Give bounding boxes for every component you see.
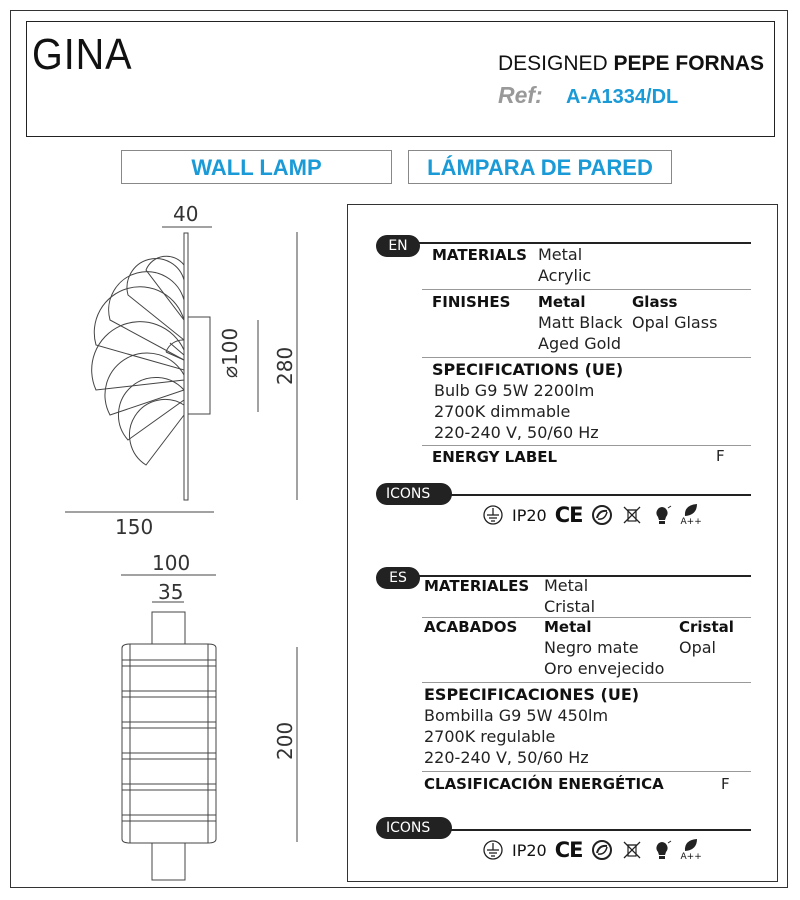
recycling-icon	[591, 839, 613, 861]
dim-front-inner: 35	[158, 580, 184, 604]
es-finish-glass-1: Opal	[679, 638, 716, 657]
tab-lampara-de-pared: LÁMPARA DE PARED	[408, 150, 672, 184]
en-tag: EN	[376, 235, 420, 257]
energy-badge: A++	[680, 852, 702, 862]
ref-label: Ref:	[498, 82, 543, 108]
side-view-drawing	[65, 227, 297, 512]
en-finishes-label: FINISHES	[432, 293, 511, 311]
recycling-icon	[591, 504, 613, 526]
en-spec-2: 2700K dimmable	[434, 402, 571, 421]
en-material-2: Acrylic	[538, 266, 592, 285]
es-finish-glass-head: Cristal	[679, 618, 734, 636]
technical-drawing	[40, 200, 340, 890]
dim-front-height: 200	[273, 721, 297, 760]
led-bulb-icon	[651, 504, 673, 526]
dim-side-diameter: ⌀100	[218, 327, 242, 378]
es-energy-label: CLASIFICACIÓN ENERGÉTICA	[424, 775, 664, 793]
en-finish-metal-2: Aged Gold	[538, 334, 621, 353]
en-energy-value: F	[716, 447, 725, 465]
es-icons-row	[482, 838, 702, 862]
tab-wall-lamp: WALL LAMP	[121, 150, 392, 184]
es-finishes-label: ACABADOS	[424, 618, 518, 636]
dim-side-width: 150	[115, 515, 154, 539]
en-spec-3: 220-240 V, 50/60 Hz	[434, 423, 599, 442]
en-materials-label: MATERIALS	[432, 246, 527, 264]
es-material-2: Cristal	[544, 597, 596, 616]
en-material-1: Metal	[538, 245, 583, 264]
es-icons-tag: ICONS	[376, 817, 452, 839]
en-finish-metal-1: Matt Black	[538, 313, 623, 332]
en-divider-1	[422, 289, 751, 290]
led-bulb-icon	[651, 839, 673, 861]
ref-value: A-A1334/DL	[566, 86, 679, 108]
es-spec-3: 220-240 V, 50/60 Hz	[424, 748, 589, 767]
en-finish-glass-head: Glass	[632, 293, 678, 311]
en-finish-glass-1: Opal Glass	[632, 313, 718, 332]
es-materials-label: MATERIALES	[424, 577, 530, 595]
ip-rating: IP20	[512, 840, 547, 860]
weee-bin-icon	[621, 839, 643, 861]
es-tag: ES	[376, 567, 420, 589]
front-view-drawing	[121, 575, 297, 880]
energy-class-icon	[681, 838, 702, 862]
en-divider-3	[422, 445, 751, 446]
es-material-1: Metal	[544, 576, 589, 595]
es-divider-2	[422, 682, 751, 683]
leaf-icon	[682, 838, 700, 852]
es-finish-metal-2: Oro envejecido	[544, 659, 665, 678]
earth-ground-icon	[482, 839, 504, 861]
dim-side-height: 280	[273, 346, 297, 385]
dim-side-depth: 40	[173, 202, 199, 226]
earth-ground-icon	[482, 504, 504, 526]
es-divider-3	[422, 771, 751, 772]
ip-rating: IP20	[512, 505, 547, 525]
weee-bin-icon	[621, 504, 643, 526]
es-spec-1: Bombilla G9 5W 450lm	[424, 706, 609, 725]
es-energy-value: F	[721, 775, 730, 793]
es-spec-label: ESPECIFICACIONES (UE)	[424, 685, 640, 704]
en-icons-row	[482, 503, 702, 527]
energy-badge: A++	[680, 517, 702, 527]
en-rule	[378, 242, 751, 244]
product-name: GINA	[32, 30, 133, 79]
es-finish-metal-head: Metal	[544, 618, 592, 636]
dim-front-width: 100	[152, 551, 191, 575]
designer-line	[498, 52, 764, 76]
en-energy-label: ENERGY LABEL	[432, 448, 558, 466]
es-finish-metal-1: Negro mate	[544, 638, 639, 657]
leaf-icon	[682, 503, 700, 517]
header-box	[26, 21, 775, 137]
en-spec-1: Bulb G9 5W 2200lm	[434, 381, 595, 400]
en-finish-metal-head: Metal	[538, 293, 586, 311]
ce-mark-icon: CE	[554, 838, 583, 862]
en-icons-tag: ICONS	[376, 483, 452, 505]
en-spec-label: SPECIFICATIONS (UE)	[432, 360, 624, 379]
designer-name: PEPE FORNAS	[613, 52, 765, 75]
en-divider-2	[422, 357, 751, 358]
es-spec-2: 2700K regulable	[424, 727, 556, 746]
designed-prefix: DESIGNED	[498, 52, 608, 75]
energy-class-icon	[681, 503, 702, 527]
ce-mark-icon: CE	[554, 503, 583, 527]
